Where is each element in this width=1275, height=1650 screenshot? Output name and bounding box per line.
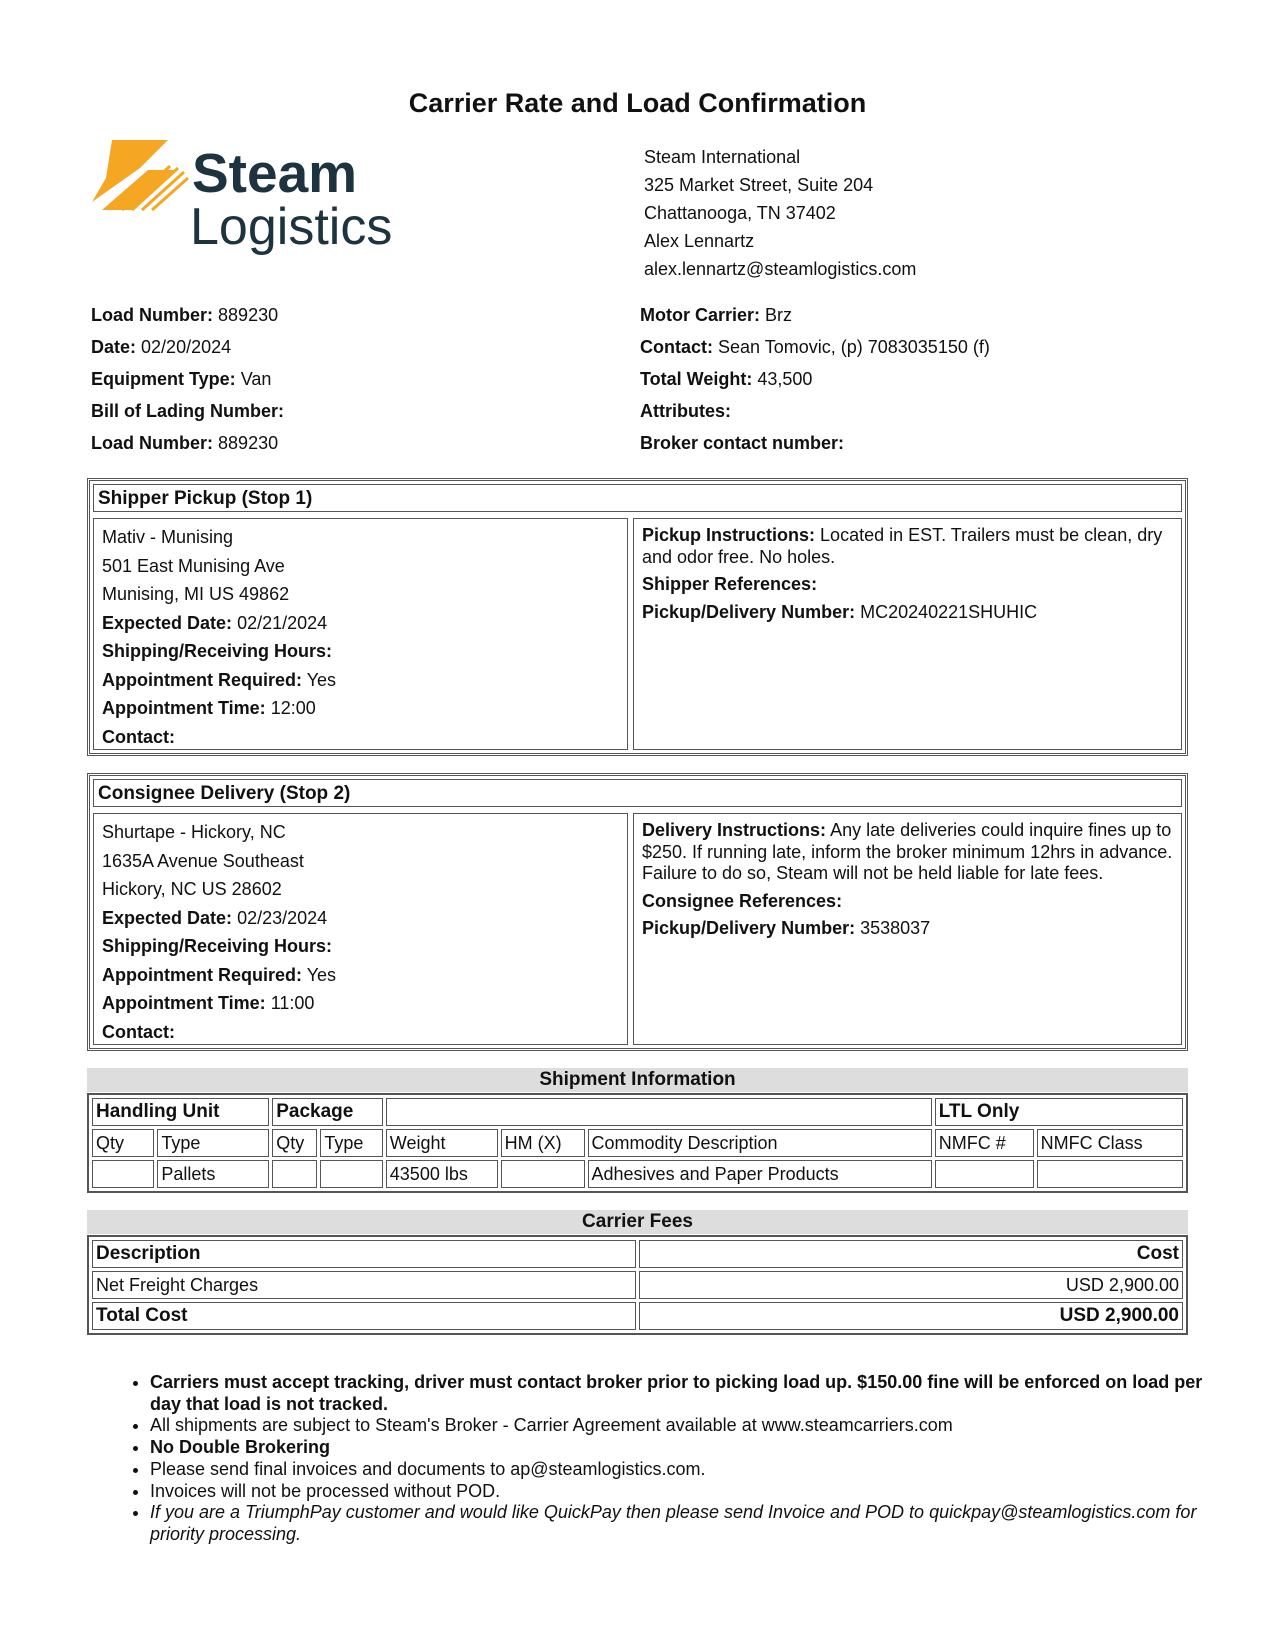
broker-address-line2: Chattanooga, TN 37402	[644, 203, 836, 223]
broker-email[interactable]: alex.lennartz@steamlogistics.com	[644, 259, 917, 279]
section-heading: Consignee Delivery (Stop 2)	[93, 779, 1182, 807]
pickup-field: Appointment Time: 12:00	[102, 698, 316, 718]
table-cell	[320, 1160, 382, 1188]
pickup-delivery-number: Pickup/Delivery Number: 3538037	[642, 918, 931, 938]
shipper-pickup-section	[87, 478, 1188, 756]
broker-address-line1: 325 Market Street, Suite 204	[644, 175, 874, 195]
total-cost: USD 2,900.00	[639, 1302, 1183, 1330]
section-heading: Shipper Pickup (Stop 1)	[93, 484, 1182, 512]
col-header: Qty	[92, 1129, 154, 1157]
carrier-fees-table	[87, 1235, 1188, 1335]
info-row: Broker contact number:	[640, 433, 845, 453]
col-header: NMFC Class	[1037, 1129, 1183, 1157]
pickup-address-line2: Munising, MI US 49862	[102, 584, 290, 604]
table-cell: 43500 lbs	[386, 1160, 498, 1188]
table-row	[92, 1160, 1183, 1188]
fee-description: Net Freight Charges	[92, 1271, 636, 1299]
list-item: • Invoices will not be processed without POD.	[150, 1481, 1210, 1503]
group-ltl-only: LTL Only	[935, 1098, 1183, 1126]
pickup-field: Expected Date: 02/21/2024	[102, 612, 328, 633]
info-row: Load Number: 889230	[91, 433, 279, 453]
pickup-field: Shipping/Receiving Hours:	[102, 641, 333, 661]
load-info-right	[640, 299, 990, 459]
info-row: Bill of Lading Number:	[91, 401, 284, 421]
consignee-delivery-section	[87, 773, 1188, 1051]
col-header: Qty	[272, 1129, 317, 1157]
col-header-description: Description	[92, 1240, 636, 1268]
col-header: Weight	[386, 1129, 498, 1157]
pickup-instructions-panel	[633, 518, 1182, 750]
delivery-address-line2: Hickory, NC US 28602	[102, 879, 282, 899]
info-row: Date: 02/20/2024	[91, 337, 232, 357]
page-title: Carrier Rate and Load Confirmation	[408, 88, 867, 118]
logo-text-logistics: Logistics	[190, 198, 393, 256]
total-label: Total Cost	[92, 1302, 636, 1330]
pickup-details	[93, 518, 628, 750]
group-blank	[386, 1098, 932, 1126]
delivery-field: Appointment Required: Yes	[102, 964, 337, 985]
list-item: • Carriers must accept tracking, driver must contact broker prior to picking load up. $150.00 fine will be enforced on load per day that load is not tracked.	[150, 1372, 1210, 1415]
pickup-name: Mativ - Munising	[102, 527, 234, 547]
steam-logistics-logo	[92, 140, 422, 265]
col-header: HM (X)	[501, 1129, 585, 1157]
shipment-column-header	[92, 1129, 1183, 1157]
broker-contact: Alex Lennartz	[644, 231, 755, 251]
shipper-references: Shipper References:	[642, 574, 818, 594]
delivery-field: Shipping/Receiving Hours:	[102, 936, 333, 956]
broker-company: Steam International	[644, 147, 801, 167]
logo-mark-icon	[92, 140, 188, 210]
carrier-fees-heading: Carrier Fees	[87, 1210, 1188, 1234]
group-package: Package	[272, 1098, 383, 1126]
table-cell	[501, 1160, 585, 1188]
col-header: Commodity Description	[588, 1129, 932, 1157]
pickup-field: Appointment Required: Yes	[102, 669, 337, 690]
list-item: • All shipments are subject to Steam's Broker - Carrier Agreement available at www.steamcarriers.com	[150, 1415, 1210, 1437]
shipment-info-heading: Shipment Information	[87, 1068, 1188, 1092]
info-row: Motor Carrier: Brz	[640, 305, 793, 325]
pickup-delivery-number: Pickup/Delivery Number: MC20240221SHUHIC	[642, 601, 1038, 622]
col-header: Type	[157, 1129, 269, 1157]
shipment-group-header	[92, 1098, 1183, 1126]
pickup-address-line1: 501 East Munising Ave	[102, 555, 285, 576]
delivery-field: Appointment Time: 11:00	[102, 993, 315, 1013]
delivery-instructions: Delivery Instructions: Any late deliveries could inquire fines up to $250. If running late, inform the broker minimum 12hrs in advance. Failure to do so, Steam will not be held liable for late fees.	[642, 820, 1173, 883]
delivery-address-line1: 1635A Avenue Southeast	[102, 850, 304, 871]
table-cell: Pallets	[157, 1160, 269, 1188]
col-header: Type	[320, 1129, 382, 1157]
shipment-table	[87, 1093, 1188, 1193]
table-row	[92, 1271, 1183, 1299]
info-row: Attributes:	[640, 401, 731, 421]
table-cell	[92, 1160, 154, 1188]
list-item: • If you are a TriumphPay customer and would like QuickPay then please send Invoice and POD to quickpay@steamlogistics.com for priority processing.	[150, 1502, 1210, 1545]
broker-address	[644, 143, 916, 283]
table-cell	[1037, 1160, 1183, 1188]
pickup-instructions: Pickup Instructions: Located in EST. Trailers must be clean, dry and odor free. No holes.	[642, 525, 1163, 567]
fees-header-row	[92, 1240, 1183, 1268]
table-cell: Adhesives and Paper Products	[588, 1160, 932, 1188]
delivery-details	[93, 813, 628, 1045]
info-row: Equipment Type: Van	[91, 369, 272, 389]
info-row: Contact: Sean Tomovic, (p) 7083035150 (f)	[640, 337, 990, 357]
total-row	[92, 1302, 1183, 1330]
list-item: • No Double Brokering	[150, 1437, 1210, 1459]
logo-text-steam: Steam	[192, 142, 358, 204]
info-row: Load Number: 889230	[91, 305, 279, 325]
col-header-cost: Cost	[639, 1240, 1183, 1268]
table-cell	[935, 1160, 1034, 1188]
table-cell	[272, 1160, 317, 1188]
consignee-references: Consignee References:	[642, 890, 843, 911]
delivery-field: Contact:	[102, 1021, 175, 1042]
delivery-name: Shurtape - Hickory, NC	[102, 822, 286, 842]
group-handling-unit: Handling Unit	[92, 1098, 269, 1126]
fee-cost: USD 2,900.00	[639, 1271, 1183, 1299]
pickup-field: Contact:	[102, 726, 175, 747]
col-header: NMFC #	[935, 1129, 1034, 1157]
delivery-instructions-panel	[633, 813, 1182, 1045]
terms-list	[120, 1372, 1210, 1546]
list-item: • Please send final invoices and documents to ap@steamlogistics.com.	[150, 1459, 1210, 1481]
load-info-left	[91, 299, 284, 459]
info-row: Total Weight: 43,500	[640, 369, 813, 389]
delivery-field: Expected Date: 02/23/2024	[102, 907, 328, 928]
